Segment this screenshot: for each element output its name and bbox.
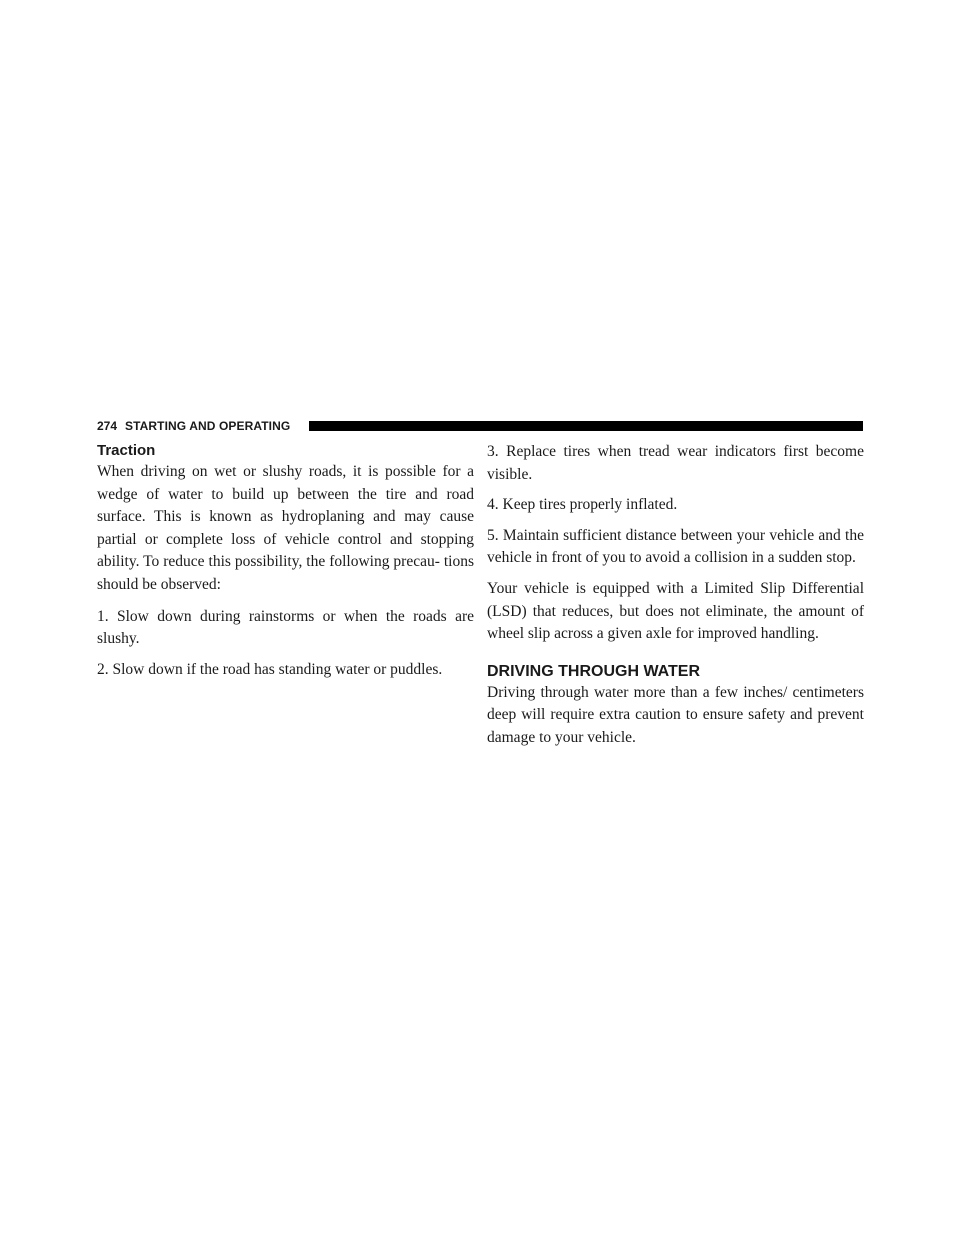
left-column <box>97 441 474 681</box>
list-item-5: 5. Maintain sufficient distance between your vehicle and the vehicle in front of you to avoid a collision in a sudden stop. <box>487 526 864 567</box>
traction-heading: Traction <box>97 442 156 459</box>
list-item-2: 2. Slow down if the road has standing water or puddles. <box>97 660 443 678</box>
header-rule <box>309 421 863 431</box>
list-item-1: 1. Slow down during rainstorms or when the roads are slushy. <box>97 607 474 648</box>
right-column <box>487 441 864 750</box>
lsd-paragraph: Your vehicle is equipped with a Limited Slip Differential (LSD) that reduces, but does not eliminate, the amount of wheel slip across a given axle for improved handling. <box>487 579 864 643</box>
driving-through-water-heading: DRIVING THROUGH WATER <box>487 662 701 680</box>
page-header <box>97 419 863 433</box>
list-item-3: 3. Replace tires when tread wear indicators first become visible. <box>487 443 864 483</box>
section-title: STARTING AND OPERATING <box>125 419 291 433</box>
driving-through-water-paragraph: Driving through water more than a few inches/ centimeters deep will require extra caution to ensure safety and prevent damage to your vehicle. <box>487 683 864 746</box>
list-item-4: 4. Keep tires properly inflated. <box>487 496 678 514</box>
traction-intro-paragraph: When driving on wet or slushy roads, it is possible for a wedge of water to build up between the tire and road surface. This is known as hydroplaning and may cause partial or complete loss of vehicle control and stopping ability. To reduce this possibility, the following precau- tions should be observed: <box>97 463 474 593</box>
page-number: 274 <box>97 419 118 433</box>
